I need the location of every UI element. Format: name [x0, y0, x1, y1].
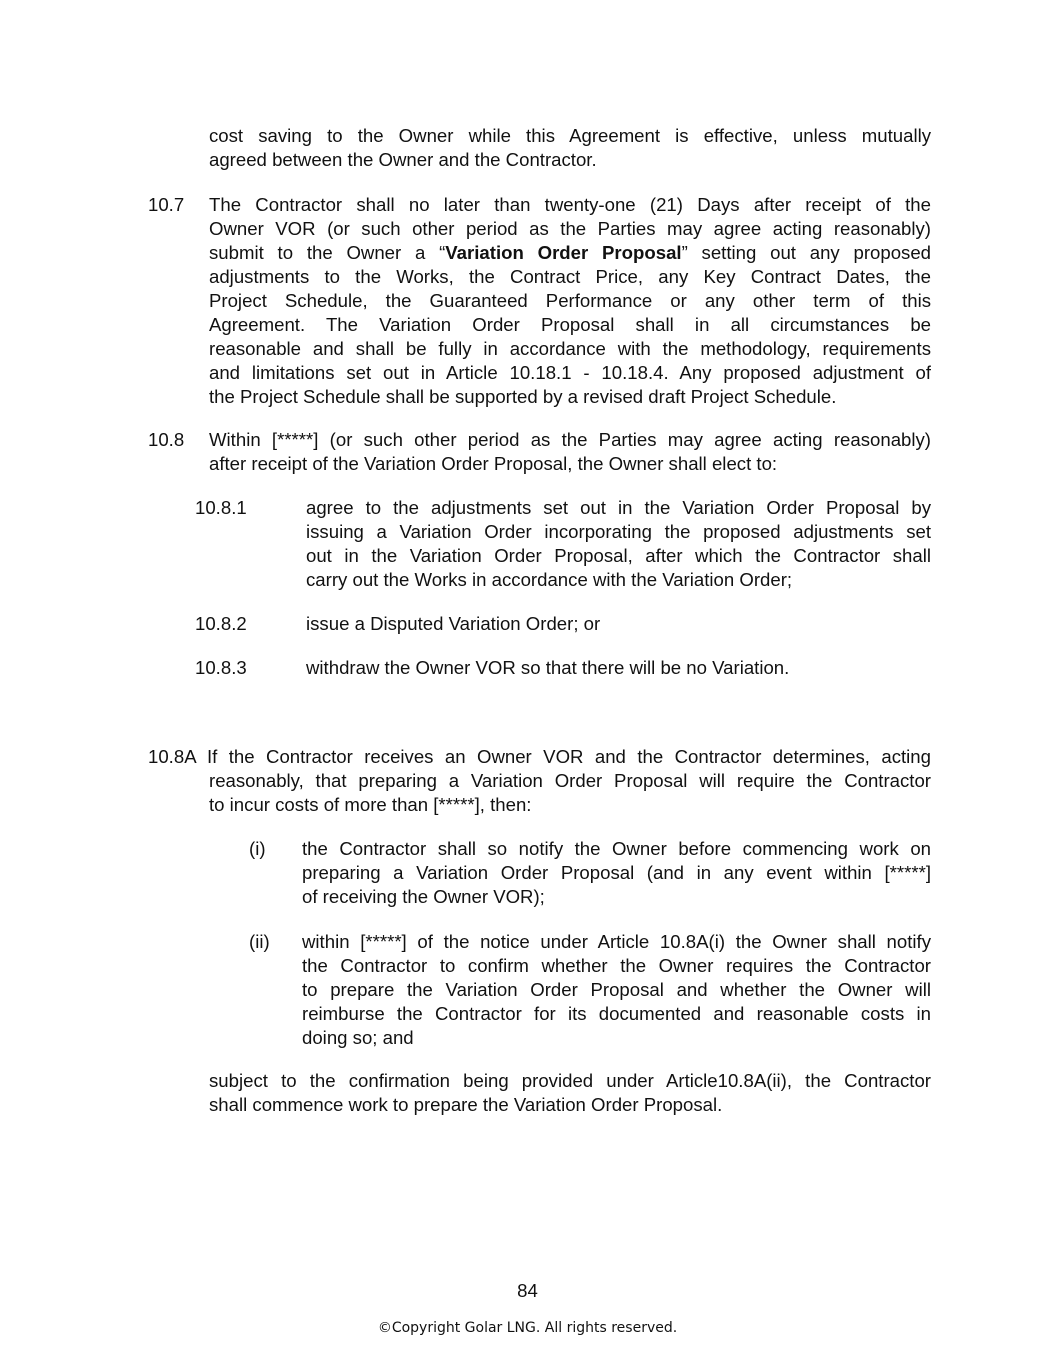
text-line: issuing a Variation Order incorporating the proposed adjustments set	[306, 521, 931, 542]
clause-number: 10.7	[148, 194, 185, 215]
text-line: Project Schedule, the Guaranteed Performance or any other term of this	[209, 290, 931, 311]
text-line: and limitations set out in Article 10.18.1 - 10.18.4. Any proposed adjustment of	[209, 362, 931, 383]
text-line: of receiving the Owner VOR);	[302, 886, 545, 907]
text-line: the Contractor to confirm whether the Owner requires the Contractor	[302, 955, 931, 976]
paragraph-subject	[209, 1069, 931, 1117]
text-line: If the Contractor receives an Owner VOR and the Contractor determines, acting	[207, 746, 931, 767]
text-line: reasonable and shall be fully in accordance with the methodology, requirements	[209, 338, 931, 359]
text-line: to incur costs of more than [*****], then:	[209, 794, 532, 815]
text-line: the Project Schedule shall be supported by a revised draft Project Schedule.	[209, 386, 837, 407]
text-segment: submit to the Owner a “	[209, 242, 446, 263]
page-number: 84	[517, 1280, 538, 1301]
clause-10-7	[209, 193, 931, 409]
text-line: withdraw the Owner VOR so that there will be no Variation.	[306, 657, 790, 678]
clause-10-8A	[205, 745, 931, 817]
text-line: to prepare the Variation Order Proposal and whether the Owner will	[302, 979, 931, 1000]
text-line: out in the Variation Order Proposal, after which the Contractor shall	[306, 545, 931, 566]
text-line: the Contractor shall so notify the Owner before commencing work on	[302, 838, 931, 859]
text-line: agreed between the Owner and the Contractor.	[209, 149, 597, 170]
text-line	[209, 241, 931, 265]
text-line: within [*****] of the notice under Article 10.8A(i) the Owner shall notify	[302, 931, 931, 952]
text-line: preparing a Variation Order Proposal (and in any event within [*****]	[302, 862, 931, 883]
text-line: agree to the adjustments set out in the Variation Order Proposal by	[306, 497, 931, 518]
text-line: reimburse the Contractor for its documented and reasonable costs in	[302, 1003, 931, 1024]
clause-10-8	[209, 428, 931, 476]
text-segment: ” setting out any proposed	[681, 242, 931, 263]
clause-10-8A-i	[302, 837, 931, 909]
text-line: carry out the Works in accordance with the Variation Order;	[306, 569, 793, 590]
clause-10-8-1	[306, 496, 931, 592]
text-line: subject to the confirmation being provided under Article10.8A(ii), the Contractor	[209, 1070, 931, 1091]
clause-number: 10.8.3	[195, 657, 247, 678]
clause-number: (i)	[249, 838, 266, 859]
text-line: doing so; and	[302, 1027, 414, 1048]
text-line: adjustments to the Works, the Contract Price, any Key Contract Dates, the	[209, 266, 931, 287]
text-line: issue a Disputed Variation Order; or	[306, 613, 601, 634]
text-line: The Contractor shall no later than twenty-one (21) Days after receipt of the	[209, 194, 931, 215]
clause-number: (ii)	[249, 931, 270, 952]
paragraph-intro	[209, 124, 931, 172]
clause-10-8-3	[306, 656, 931, 680]
clause-number: 10.8A	[148, 746, 197, 767]
text-line: cost saving to the Owner while this Agreement is effective, unless mutually	[209, 125, 931, 146]
clause-number: 10.8	[148, 429, 185, 450]
clause-10-8-2	[306, 612, 931, 636]
text-line: shall commence work to prepare the Variation Order Proposal.	[209, 1094, 723, 1115]
text-line: Within [*****] (or such other period as the Parties may agree acting reasonably)	[209, 429, 931, 450]
text-line: Agreement. The Variation Order Proposal shall in all circumstances be	[209, 314, 931, 335]
text-line: reasonably, that preparing a Variation Order Proposal will require the Contractor	[209, 770, 931, 791]
clause-number: 10.8.2	[195, 613, 247, 634]
text-line: after receipt of the Variation Order Proposal, the Owner shall elect to:	[209, 453, 778, 474]
copyright-footer: ©Copyright Golar LNG. All rights reserved.	[377, 1320, 678, 1336]
clause-number: 10.8.1	[195, 497, 247, 518]
clause-10-8A-ii	[302, 930, 931, 1050]
defined-term: Variation Order Proposal	[445, 242, 682, 263]
text-line: Owner VOR (or such other period as the Parties may agree acting reasonably)	[209, 218, 931, 239]
